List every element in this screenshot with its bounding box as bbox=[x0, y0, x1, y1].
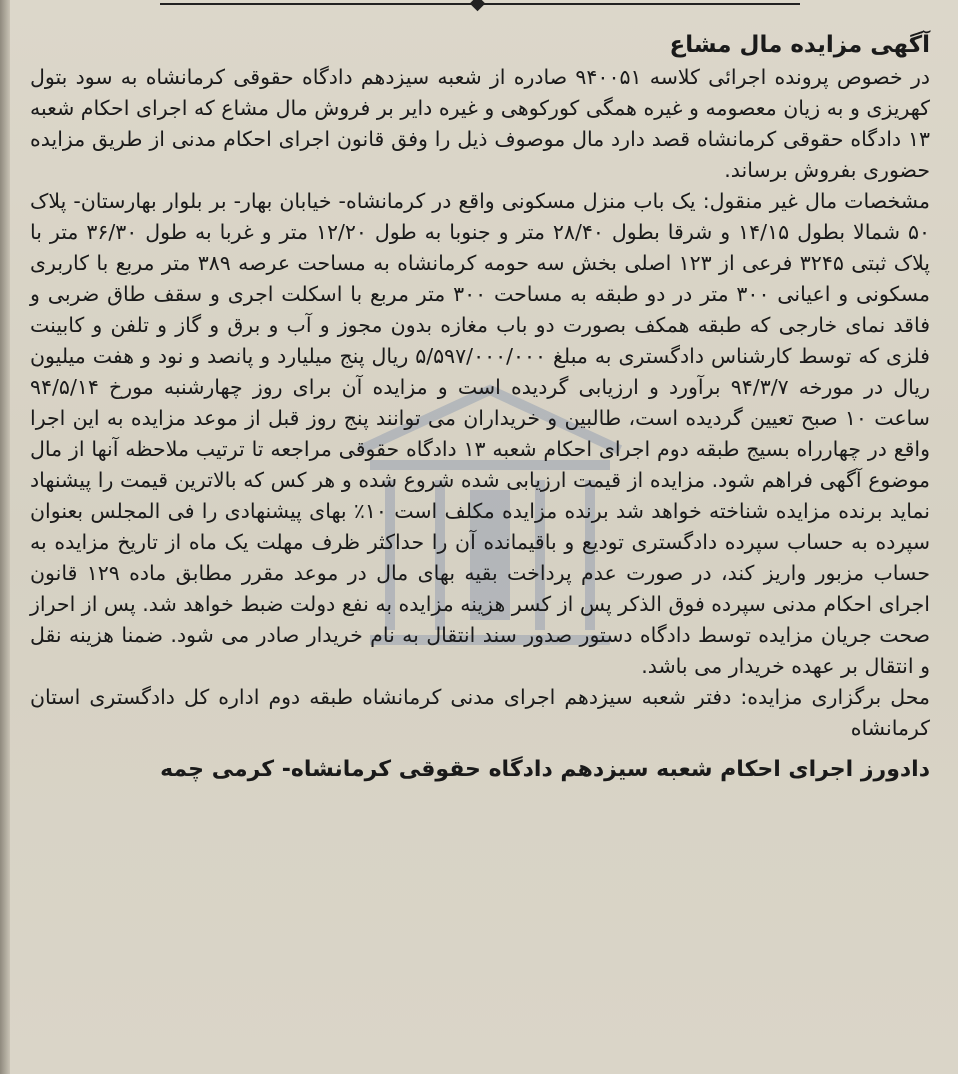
notice-venue-paragraph: محل برگزاری مزایده: دفتر شعبه سیزدهم اجرای مدنی کرمانشاه طبقه دوم اداره کل دادگستری استان کرمانشاه bbox=[30, 685, 930, 740]
notice-case-paragraph: در خصوص پرونده اجرائی کلاسه ۹۴۰۰۵۱ صادره از شعبه سیزدهم دادگاه حقوقی کرمانشاه به سود بتول کهریزی و به زیان معصومه و غیره همگی کورکوهی و غیره دایر بر فروش مال مشاع که اجرای احکام شعبه ۱۳ دادگاه حقوقی کرمانشاه قصد دارد مال موصوف ذیل را وفق قانون اجرای احکام مدنی از طریق مزایده حضوری بفروش برساند. bbox=[30, 65, 930, 182]
top-separator-rule bbox=[160, 0, 800, 8]
notice-signature: دادورز اجرای احکام شعبه سیزدهم دادگاه حقوقی کرمانشاه- کرمی چمه bbox=[160, 757, 930, 782]
notice-title: آگهی مزایده مال مشاع bbox=[669, 32, 930, 58]
separator-diamond-icon bbox=[470, 0, 486, 11]
page-fold-edge bbox=[0, 0, 10, 1074]
auction-notice bbox=[30, 30, 930, 786]
notice-property-paragraph: مشخصات مال غیر منقول: یک باب منزل مسکونی واقع در کرمانشاه- خیابان بهار- بر بلوار بهارستان- پلاک ۵۰ شمالا بطول ۱۴/۱۵ و شرقا بطول ۲۸/۴۰ متر و جنوبا به طول ۱۲/۲۰ متر و غربا به طول ۳۶/۳۰ متر با پلاک ثبتی ۳۲۴۵ فرعی از ۱۲۳ اصلی بخش سه حومه کرمانشاه به مساحت عرصه ۳۸۹ متر مربع با کاربری مسکونی و اعیانی ۳۰۰ متر در دو طبقه به مساحت ۳۰۰ متر مربع با اسکلت اجری و سقف طاق ضربی و فاقد نمای خارجی که طبقه همکف بصورت دو باب مغازه بدون مجوز و آب و برق و گاز و تلفن و کابینت فلزی که توسط کارشناس دادگستری به مبلغ ۵/۵۹۷/۰۰۰/۰۰۰ ریال پنج میلیارد و پانصد و نود و هفت میلیون ریال در مورخه ۹۴/۳/۷ برآورد و ارزیابی گردیده است و مزایده آن برای روز چهارشنبه مورخ ۹۴/۵/۱۴ ساعت ۱۰ صبح تعیین گردیده است، طالبین و خریداران می توانند پنج روز قبل از موعد مزایده به این اجرا واقع در چهارراه بسیج طبقه دوم اجرای احکام شعبه ۱۳ دادگاه حقوقی مراجعه تا ترتیب ملاحظه آنها از مال موضوع آگهی فراهم شود. مزایده از قیمت ارزیابی شده شروع شده و هر کس که بالاترین قیمت را پیشنهاد نماید برنده مزایده شناخته خواهد شد برنده مزایده مکلف است ۱۰٪ بهای پیشنهادی را فی المجلس بعنوان سپرده به حساب سپرده دادگستری تودیع و باقیمانده آن را حداکثر ظرف مهلت یک ماه از تاریخ مزایده به حساب مزبور واریز کند، در صورت عدم پرداخت بقیه بهای مال در موعد مقرر مطابق ماده ۱۲۹ قانون اجرای احکام مدنی سپرده فوق الذکر پس از کسر هزینه مزایده به نفع دولت ضبط خواهد شد. پس از احراز صحت جریان مزایده توسط دادگاه دستور صدور سند انتقال به نام خریدار صادر می شود. ضمنا هزینه نقل و انتقال بر عهده خریدار می باشد. bbox=[30, 189, 931, 678]
